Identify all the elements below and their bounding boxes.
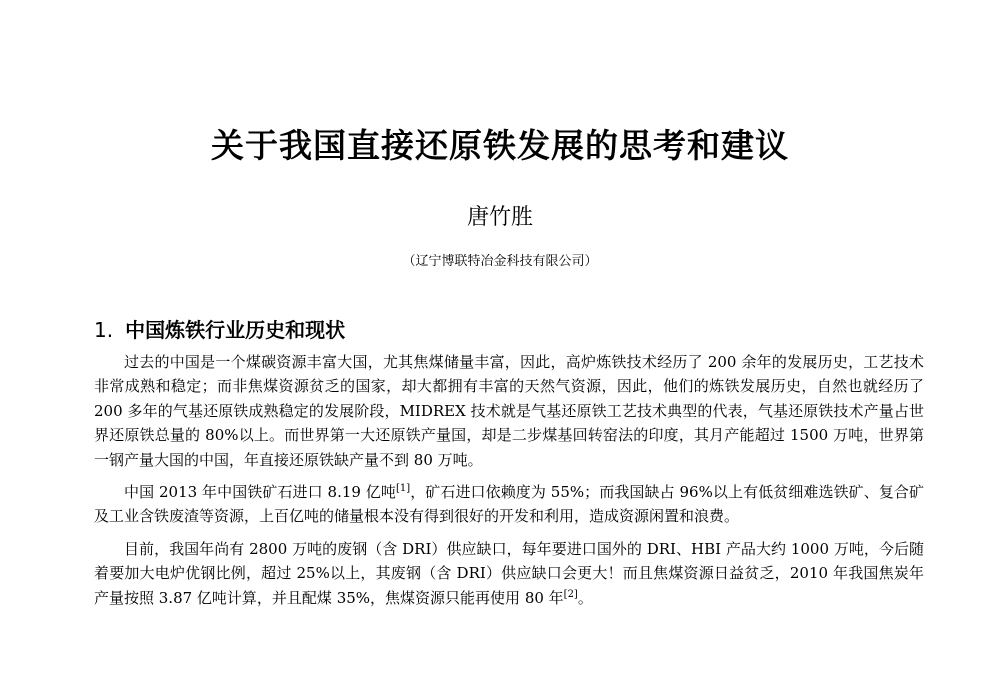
paragraph-text: 目前，我国年尚有 2800 万吨的废钢（含 DRI）供应缺口，每年要进口国外的 DRI、HBI 产品大约 1000 万吨，今后随着要加大电炉优钢比例，超过 25%以上，其废钢（含 DRI）供应缺口会更大！而且焦煤资源日益贫乏，2010 年我国焦炭年产量按照 3.87 亿吨计算，并且配煤 35%，焦煤资源只能再使用 80 年	[94, 539, 924, 607]
section-number: 1.	[94, 318, 114, 342]
paragraph-text: ，矿石进口依赖度为 55%；而我国缺占 96%以上有低贫细难选铁矿、复合矿及工业含铁废渣等资源，上百亿吨的储量根本没有得到很好的开发和利用，造成资源闲置和浪费。	[94, 483, 924, 526]
paragraph-text: 中国 2013 年中国铁矿石进口 8.19 亿吨	[124, 483, 396, 502]
paragraph-text: 过去的中国是一个煤碳资源丰富大国，尤其焦煤储量丰富，因此，高炉炼铁技术经历了 200 余年的发展历史，工艺技术非常成熟和稳定；而非焦煤资源贫乏的国家，却大都拥有丰富的天然气资源，因此，他们的炼铁发展历史，自然也就经历了 200 多年的气基还原铁成熟稳定的发展阶段，MIDREX 技术就是气基还原铁工艺技术典型的代表，气基还原铁技术产量占世界还原铁总量的 80%以上。而世界第一大还原铁产量国，却是二步煤基回转窑法的印度，其月产能超过 1500 万吨，世界第一钢产量大国的中国，年直接还原铁缺产量不到 80 万吨。	[94, 353, 924, 469]
section-title: 中国炼铁行业历史和现状	[125, 318, 346, 342]
section-body	[94, 350, 924, 610]
section-heading	[94, 314, 345, 343]
citation-ref-2[interactable]: [2]	[563, 588, 578, 600]
paragraph	[94, 480, 924, 529]
paper-title: 关于我国直接还原铁发展的思考和建议	[211, 126, 789, 165]
paragraph	[94, 537, 924, 610]
paragraph-text: 。	[577, 588, 593, 607]
author-name: 唐竹胜	[466, 205, 533, 230]
paragraph	[94, 350, 924, 472]
citation-ref-1[interactable]: [1]	[395, 483, 411, 495]
author-affiliation: （辽宁博联特冶金科技有限公司）	[402, 254, 598, 269]
